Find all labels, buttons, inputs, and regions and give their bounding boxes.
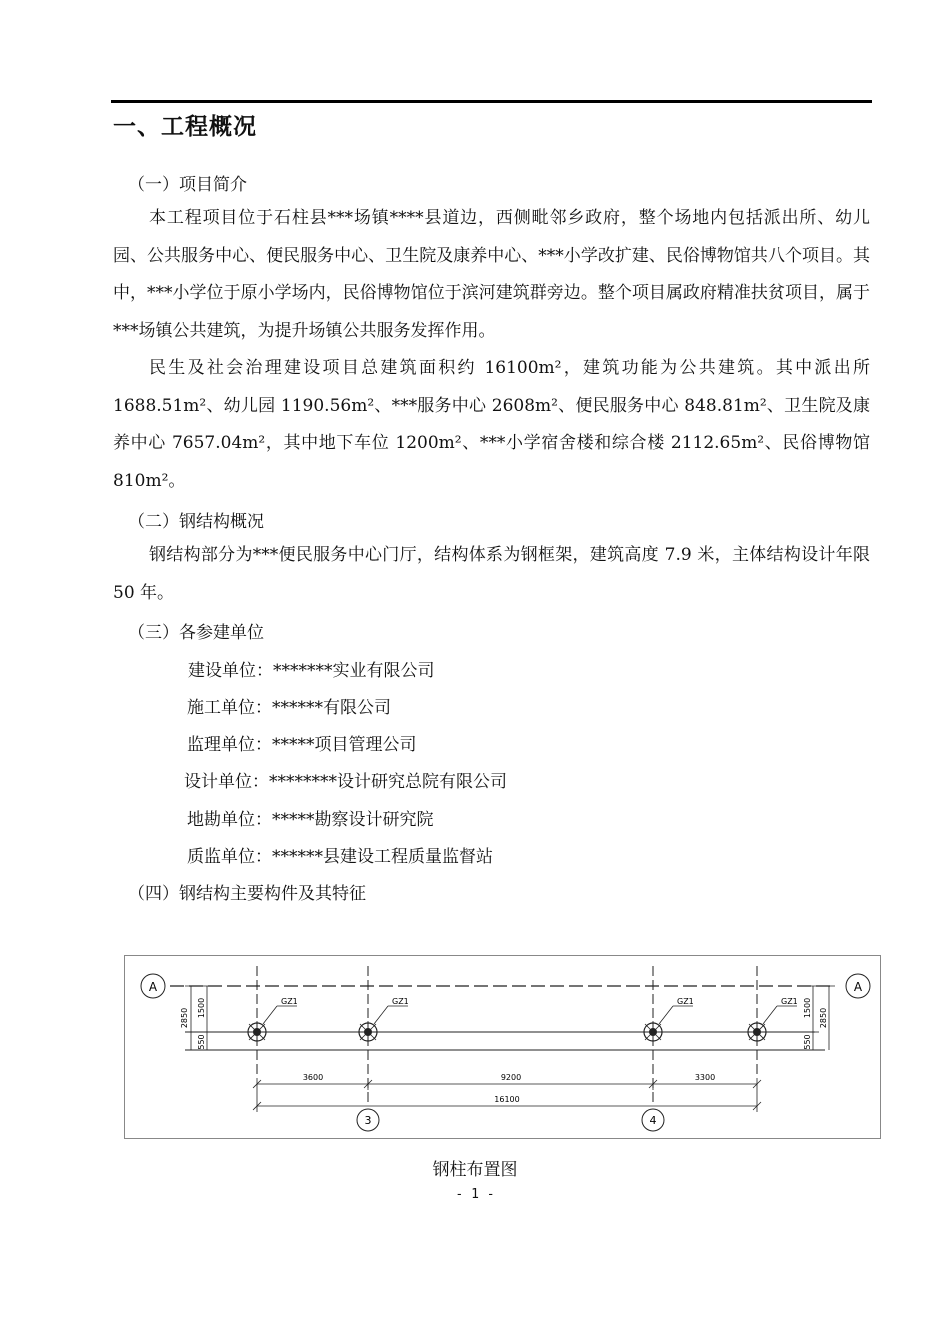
dim-span-3600: 3600 bbox=[302, 1073, 324, 1082]
section-1-title: （一）项目简介 bbox=[128, 175, 247, 195]
section-1-paragraph-1: 本工程项目位于石柱县***场镇****县道边，西侧毗邻乡政府，整个场地内包括派出所、幼儿园、公共服务中心、便民服务中心、卫生院及康养中心、***小学改扩建、民俗博物馆共八个项目。其中，***小学位于原小学场内，民俗博物馆位于滨河建筑群旁边。整个项目属政府精准扶贫项目，属于***场镇公共建筑，为提升场镇公共服务发挥作用。 bbox=[113, 208, 870, 341]
steel-column-1 bbox=[246, 997, 298, 1043]
steel-column-layout-figure bbox=[124, 955, 881, 1139]
column-tag-1: GZ1 bbox=[281, 997, 298, 1006]
steel-column-2 bbox=[357, 997, 409, 1043]
column-tag-3: GZ1 bbox=[677, 997, 694, 1006]
dim-span-9200: 9200 bbox=[500, 1073, 522, 1082]
dim-right-550: 550 bbox=[803, 1034, 812, 1050]
heading-rule bbox=[111, 100, 872, 103]
axis-4-label: 4 bbox=[649, 1114, 657, 1127]
figure-caption: 钢柱布置图 bbox=[432, 1160, 518, 1180]
dim-left-1500: 1500 bbox=[197, 997, 206, 1019]
section-2-paragraph-1: 钢结构部分为***便民服务中心门厅，结构体系为钢框架，建筑高度 7.9 米，主体结构设计年限 50 年。 bbox=[113, 545, 870, 603]
section-2-title: （二）钢结构概况 bbox=[128, 512, 264, 532]
layout-drawing bbox=[125, 956, 880, 1138]
unit-builder: 施工单位：******有限公司 bbox=[187, 698, 391, 718]
axis-a-label-right: A bbox=[853, 980, 863, 994]
section-4-title: （四）钢结构主要构件及其特征 bbox=[128, 884, 366, 904]
page-number: - 1 - bbox=[455, 1187, 495, 1202]
section-1-paragraph-2: 民生及社会治理建设项目总建筑面积约 16100m²，建筑功能为公共建筑。其中派出所1688.51m²、幼儿园 1190.56m²、***服务中心 2608m²、便民服务中心 848.81m²、卫生院及康养中心 7657.04m²，其中地下车位 1200m²、***小学宿舍楼和综合楼 2112.65m²、民俗博物馆 810m²。 bbox=[113, 358, 870, 491]
dim-right-1500: 1500 bbox=[803, 997, 812, 1019]
axis-a-label-left: A bbox=[148, 980, 158, 994]
section-3-title: （三）各参建单位 bbox=[128, 623, 264, 643]
unit-quality: 质监单位：******县建设工程质量监督站 bbox=[187, 847, 493, 867]
steel-column-3 bbox=[642, 997, 694, 1043]
dim-left-2850: 2850 bbox=[180, 1007, 189, 1029]
column-tag-2: GZ1 bbox=[392, 997, 409, 1006]
dim-right-2850: 2850 bbox=[819, 1007, 828, 1029]
chapter-heading: 一、工程概况 bbox=[113, 114, 257, 140]
dim-left-550: 550 bbox=[197, 1034, 206, 1050]
unit-survey: 地勘单位：*****勘察设计研究院 bbox=[187, 810, 434, 830]
axis-3-label: 3 bbox=[364, 1114, 372, 1127]
unit-supervisor: 监理单位：*****项目管理公司 bbox=[187, 735, 417, 755]
unit-construction: 建设单位：*******实业有限公司 bbox=[188, 661, 435, 681]
steel-column-4 bbox=[746, 997, 798, 1043]
unit-designer: 设计单位：********设计研究总院有限公司 bbox=[184, 772, 507, 792]
dim-span-3300: 3300 bbox=[694, 1073, 716, 1082]
column-tag-4: GZ1 bbox=[781, 997, 798, 1006]
dim-total-16100: 16100 bbox=[494, 1095, 520, 1104]
